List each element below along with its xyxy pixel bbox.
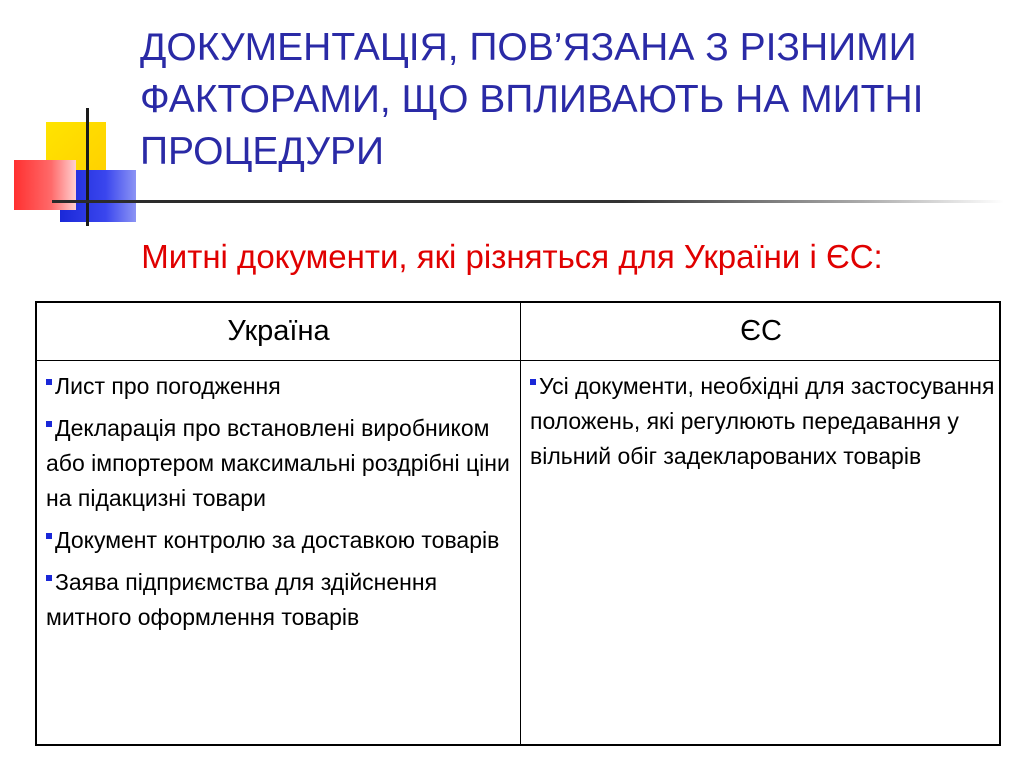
bullet-icon (46, 379, 52, 385)
comparison-table (35, 301, 1001, 746)
table-header-divider (37, 360, 999, 361)
list-item (46, 411, 514, 516)
list-item (530, 369, 996, 474)
table-header-ukraine: Україна (227, 315, 330, 347)
decor-vertical-line (86, 108, 89, 226)
list-item-text: Заява підприємства для здійснення митного оформлення товарів (46, 569, 438, 630)
table-column-divider (520, 303, 521, 744)
list-item (46, 565, 514, 635)
list-item-text: Декларація про встановлені виробником або імпортером максимальні роздрібні ціни на підакцизні товари (46, 415, 510, 511)
slide-title: ДОКУМЕНТАЦІЯ, ПОВ’ЯЗАНА З РІЗНИМИ ФАКТОРАМИ, ЩО ВПЛИВАЮТЬ НА МИТНІ ПРОЦЕДУРИ (140, 26, 924, 173)
list-item (46, 523, 514, 558)
list-item-text: Лист про погодження (55, 373, 281, 399)
list-item-text: Усі документи, необхідні для застосування положень, які регулюють передавання у вільний обіг задекларованих товарів (530, 373, 995, 469)
table-header-eu: ЄС (740, 315, 782, 347)
title-underline (52, 200, 1004, 203)
bullet-icon (530, 379, 536, 385)
bullet-icon (46, 575, 52, 581)
table-cell-ukraine (46, 369, 514, 642)
table-cell-eu (530, 369, 996, 481)
bullet-icon (46, 421, 52, 427)
list-item-text: Документ контролю за доставкою товарів (55, 527, 500, 553)
bullet-icon (46, 533, 52, 539)
list-item (46, 369, 514, 404)
slide-subtitle: Митні документи, які різняться для України і ЄС: (141, 238, 883, 275)
